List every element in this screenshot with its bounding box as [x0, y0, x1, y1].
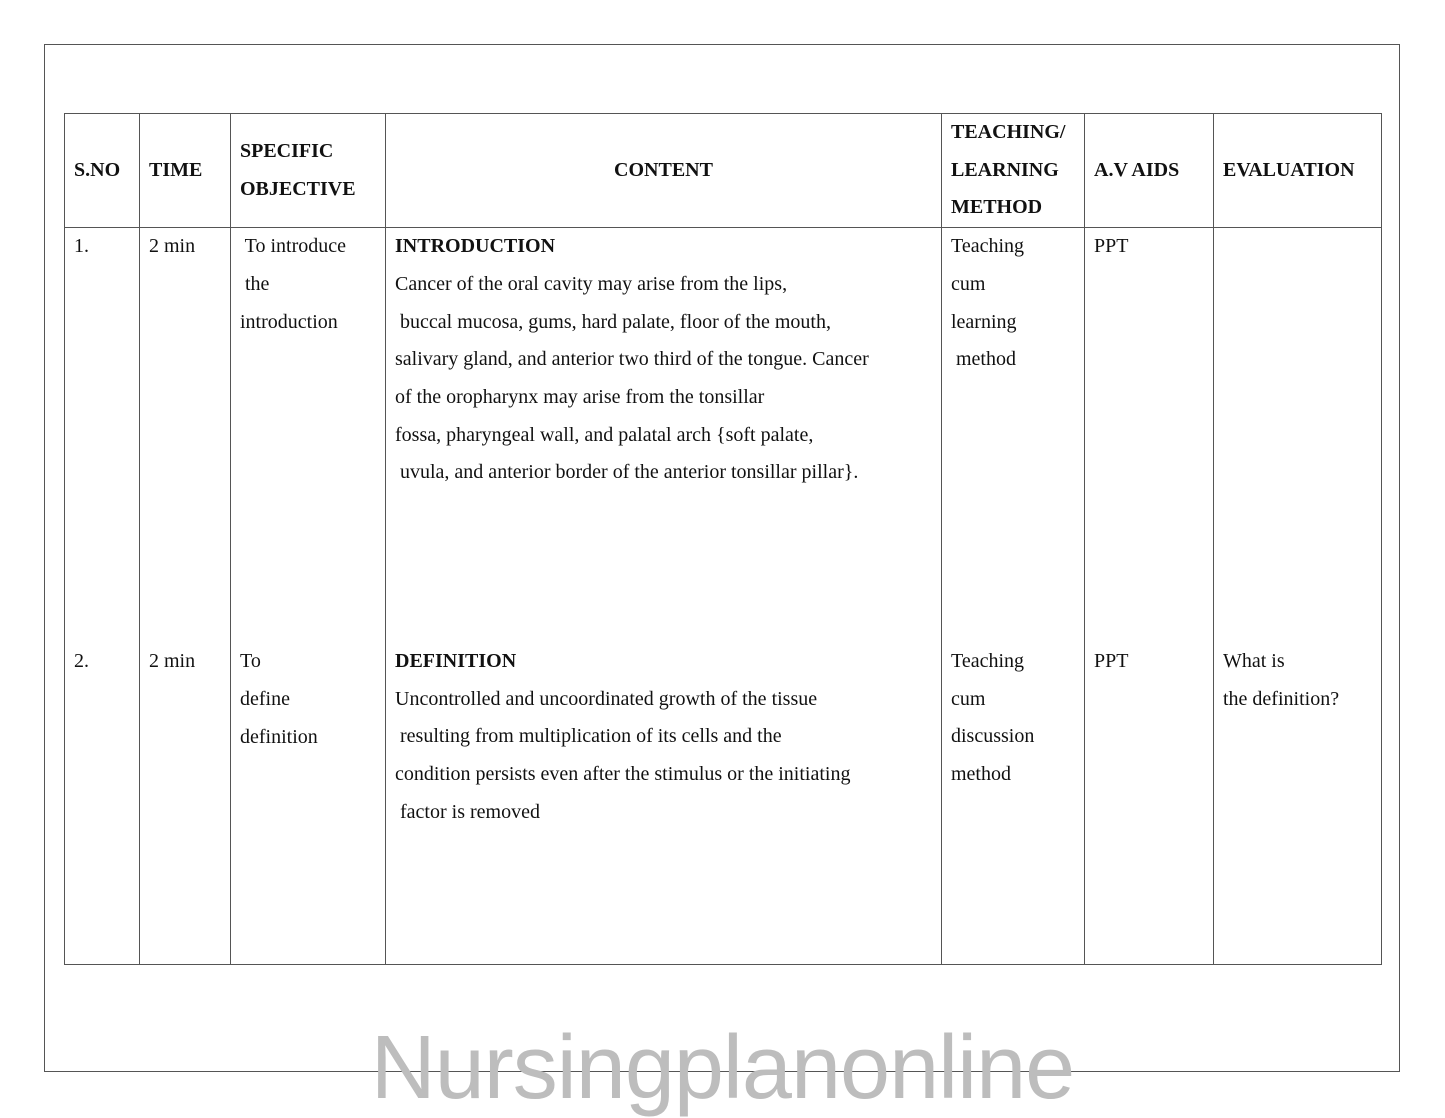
header-time: TIME	[140, 114, 231, 228]
row-2-method-line: discussion	[951, 725, 1035, 748]
row-1-content-line: fossa, pharyngeal wall, and palatal arch {soft palate,	[395, 423, 814, 446]
row-2-objective-line: define	[240, 687, 290, 710]
header-method-line-3: METHOD	[951, 196, 1043, 219]
header-objective	[231, 114, 386, 228]
row-1-objective-line: introduction	[240, 310, 338, 333]
row-2-evaluation-line: What is	[1223, 650, 1285, 673]
row-2-content-line: Uncontrolled and uncoordinated growth of the tissue	[395, 687, 818, 710]
row-1-objective-line: the	[240, 272, 270, 295]
header-av-aids: A.V AIDS	[1085, 114, 1214, 228]
header-method-line-2: LEARNING	[951, 158, 1059, 181]
row-1-method-line: Teaching	[951, 235, 1025, 258]
header-content: CONTENT	[386, 114, 942, 228]
row-1-sno: 1.	[74, 235, 89, 258]
method-cell	[942, 228, 1085, 965]
header-sno: S.NO	[65, 114, 140, 228]
table-row	[65, 228, 1382, 965]
content-cell	[386, 228, 942, 965]
row-1-content-line: uvula, and anterior border of the anterior tonsillar pillar}.	[395, 461, 859, 484]
row-1-method-line: learning	[951, 310, 1017, 333]
row-2-method-line: Teaching	[951, 649, 1025, 672]
row-2-objective-line: To	[240, 650, 261, 673]
row-2-method-line: cum	[951, 687, 986, 710]
row-1-objective-line: To introduce	[240, 235, 346, 258]
row-2-content-line: factor is removed	[395, 800, 540, 823]
row-1-content-line: buccal mucosa, gums, hard palate, floor of the mouth,	[395, 310, 831, 333]
row-1-content-line: Cancer of the oral cavity may arise from the lips,	[395, 272, 788, 295]
header-row	[65, 114, 1382, 228]
row-2-method-line: method	[951, 763, 1011, 786]
header-method-line-1: TEACHING/	[951, 121, 1066, 143]
row-2-av-aids: PPT	[1094, 649, 1129, 672]
row-2-time: 2 min	[149, 649, 196, 672]
header-method	[942, 114, 1085, 228]
row-1-content-title: INTRODUCTION	[395, 235, 556, 258]
row-2-content-line: condition persists even after the stimulus or the initiating	[395, 763, 851, 786]
row-gap	[240, 341, 385, 643]
sno-cell	[65, 228, 140, 965]
row-2-content-title: DEFINITION	[395, 650, 517, 673]
row-gap	[1094, 266, 1213, 643]
row-1-content-line: of the oropharynx may arise from the tonsillar	[395, 385, 765, 408]
row-gap	[149, 266, 230, 643]
av-aids-cell	[1085, 228, 1214, 965]
header-objective-line-2: OBJECTIVE	[240, 177, 356, 200]
header-evaluation: EVALUATION	[1214, 114, 1382, 228]
lesson-plan-table	[64, 113, 1382, 965]
row-1-av-aids: PPT	[1094, 235, 1129, 258]
row-gap	[1223, 228, 1381, 643]
row-2-sno: 2.	[74, 649, 89, 672]
evaluation-cell	[1214, 228, 1382, 965]
row-1-method-line: method	[951, 348, 1016, 371]
time-cell	[140, 228, 231, 965]
row-1-content-line: salivary gland, and anterior two third of the tongue. Cancer	[395, 348, 869, 371]
row-gap	[395, 492, 941, 643]
header-objective-line-1: SPECIFIC	[240, 139, 334, 162]
row-1-method-line: cum	[951, 272, 986, 295]
row-2-objective-line: definition	[240, 725, 318, 748]
row-2-content-line: resulting from multiplication of its cells and the	[395, 725, 782, 748]
watermark-text: Nursingplanonline	[370, 1018, 1075, 1118]
objective-cell	[231, 228, 386, 965]
row-gap	[74, 266, 139, 643]
row-2-evaluation-line: the definition?	[1223, 687, 1340, 710]
row-1-time: 2 min	[149, 235, 196, 258]
row-gap	[951, 379, 1084, 643]
